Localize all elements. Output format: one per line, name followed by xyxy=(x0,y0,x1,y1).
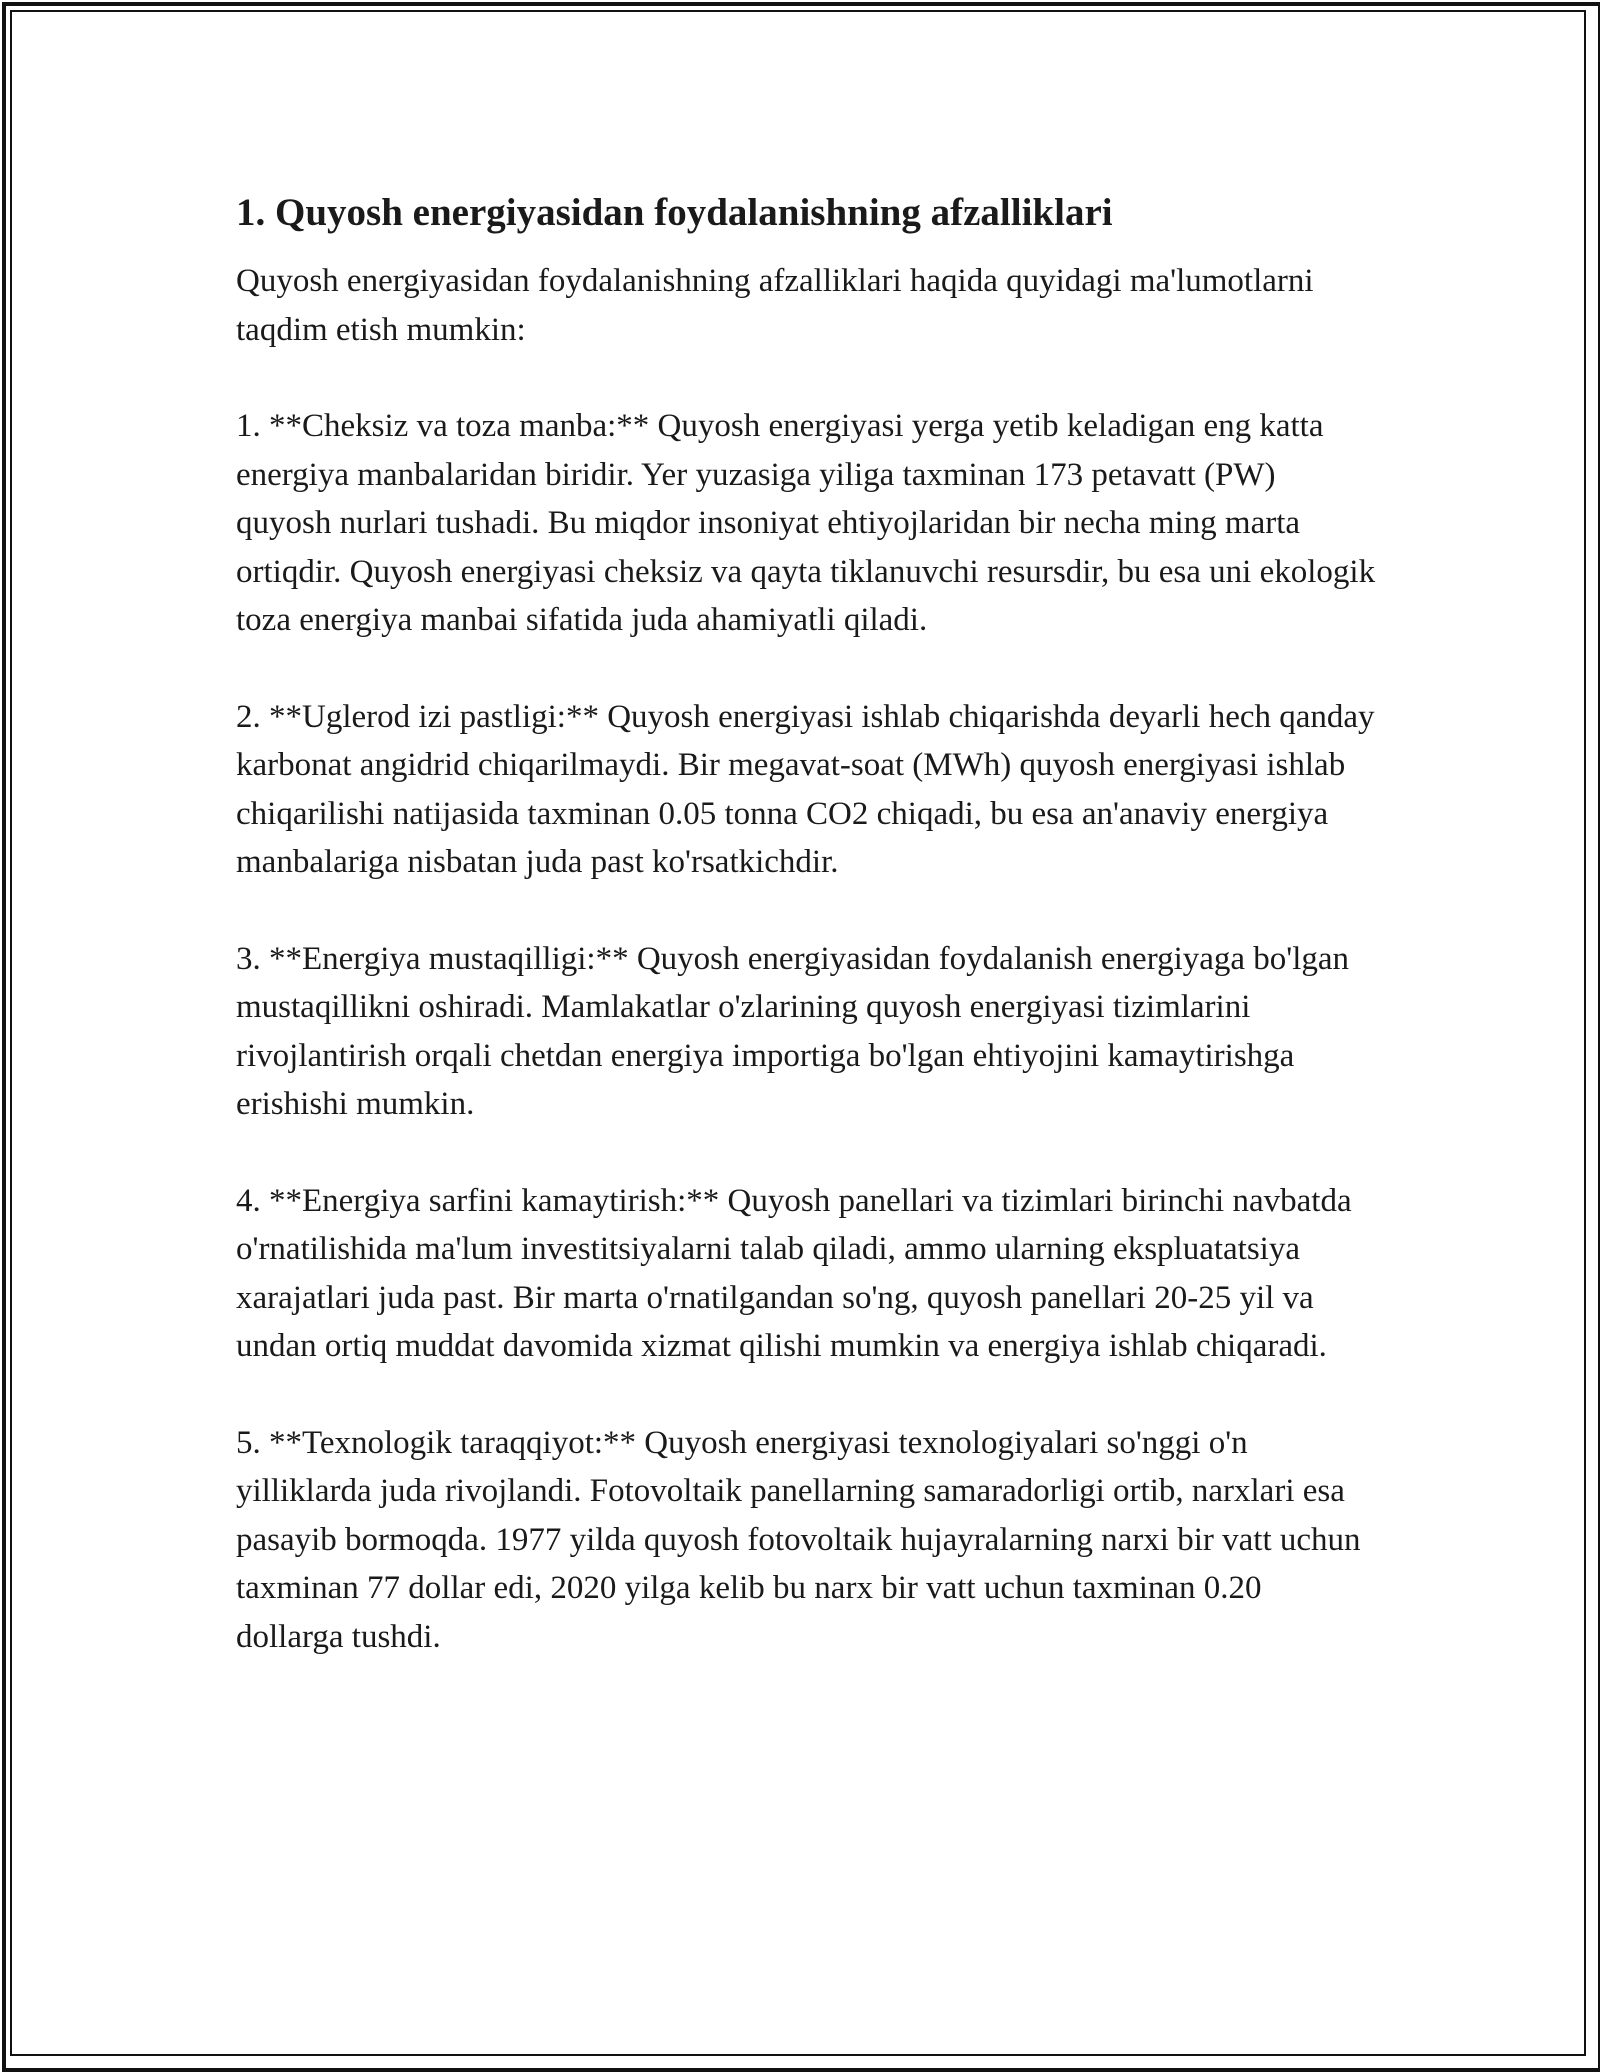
list-item-1: 1. **Cheksiz va toza manba:** Quyosh energiyasi yerga yetib keladigan eng katta energiya manbalaridan biridir. Yer yuzasiga yiliga taxminan 173 petavatt (PW) quyosh nurlari tushadi. Bu miqdor insoniyat ehtiyojlaridan bir necha ming marta ortiqdir. Quyosh energiyasi cheksiz va qayta tiklanuvchi resursdir, bu esa uni ekologik toza energiya manbai sifatida juda ahamiyatli qiladi. xyxy=(236,408,1376,638)
list-item-3: 3. **Energiya mustaqilligi:** Quyosh energiyasidan foydalanish energiyaga bo'lgan mustaqillikni oshiradi. Mamlakatlar o'zlarining quyosh energiyasi tizimlarini rivojlantirish orqali chetdan energiya importiga bo'lgan ehtiyojini kamaytirishga erishishi mumkin. xyxy=(236,940,1350,1122)
intro-paragraph: Quyosh energiyasidan foydalanishning afzalliklari haqida quyidagi ma'lumotlarni taqdim etish mumkin: xyxy=(236,263,1314,348)
list-item-2: 2. **Uglerod izi pastligi:** Quyosh energiyasi ishlab chiqarishda deyarli hech qanday karbonat angidrid chiqarilmaydi. Bir megavat-soat (MWh) quyosh energiyasi ishlab chiqarilishi natijasida taxminan 0.05 tonna CO2 chiqadi, bu esa an'anaviy energiya manbalariga nisbatan juda past ko'rsatkichdir. xyxy=(236,698,1375,880)
list-item-5: 5. **Texnologik taraqqiyot:** Quyosh energiyasi texnologiyalari so'nggi o'n yilliklarda juda rivojlandi. Fotovoltaik panellarning samaradorligi ortib, narxlari esa pasayib bormoqda. 1977 yilda quyosh fotovoltaik hujayralarning narxi bir vatt uchun taxminan 77 dollar edi, 2020 yilga kelib bu narx bir vatt uchun taxminan 0.20 dollarga tushdi. xyxy=(236,1424,1361,1655)
list-item-4: 4. **Energiya sarfini kamaytirish:** Quyosh panellari va tizimlari birinchi navbatda o'rnatilishida ma'lum investitsiyalarni talab qiladi, ammo ularning ekspluatatsiya xarajatlari juda past. Bir marta o'rnatilgandan so'ng, quyosh panellari 20-25 yil va undan ortiq muddat davomida xizmat qilishi mumkin va energiya ishlab chiqaradi. xyxy=(236,1182,1352,1364)
document-body xyxy=(236,187,1376,1709)
document-title: 1. Quyosh energiyasidan foydalanishning afzalliklari xyxy=(236,191,1113,234)
